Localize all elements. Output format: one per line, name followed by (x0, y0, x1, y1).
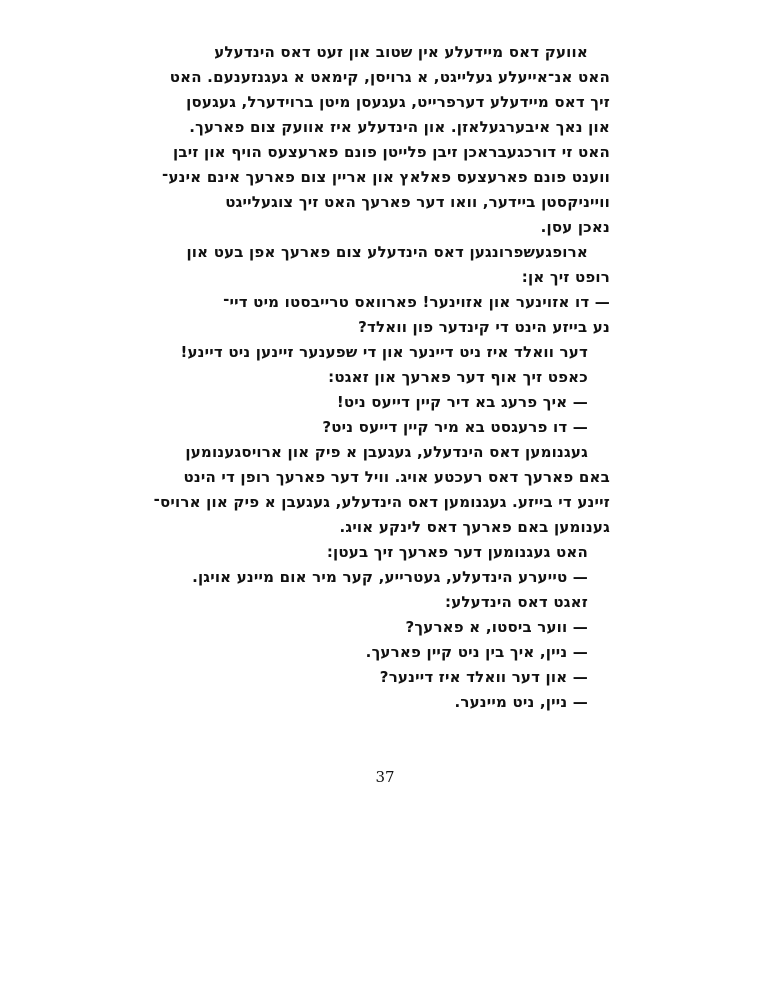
page-number: 37 (375, 768, 395, 786)
text-line: זיך דאס מיידעלע דערפרייט, געגעסן מיטן ברוידערל, געגעסן (186, 93, 610, 111)
text-line: דער וואלד איז ניט דיינער און די שפענער זיינען ניט דיינע! (180, 343, 588, 361)
text-line: האט זי דורכגעבראכן זיבן פלייטן פונם פארעצעס הויף און זיבן (173, 143, 610, 161)
text-line: כאפט זיך אוף דער פארעך און זאגט: (328, 368, 588, 386)
text-line: אוועק דאס מיידעלע אין שטוב און זעט דאס הינדעלע (214, 43, 588, 61)
text-line: גענומען באם פארעך דאס לינקע אויג. (339, 518, 610, 536)
text-line: ארופגעשפרונגען דאס הינדעלע צום פארעך אפן בעט און (186, 243, 588, 261)
text-line: זאגט דאס הינדעלע: (445, 593, 588, 611)
text-line: באם פארעך דאס רעכטע אויג. וויל דער פארעך רופן די הינט (183, 468, 610, 486)
text-line: ווענט פונם פארעצעס פאלאץ און אריין צום פארעך אינם אינע־ (162, 168, 610, 186)
text-line: געגנומען דאס הינדעלע, געגעבן א פיק און ארויסגענומען (185, 443, 588, 461)
text-line: — ניין, איך בין ניט קיין פארעך. (365, 643, 588, 661)
text-line: נע בייזע הינט די קינדער פון וואלד? (358, 318, 610, 336)
text-line: — איך פרעג בא דיר קיין דייעס ניט! (336, 393, 588, 411)
text-line: און נאך איבערגעלאזן. און הינדעלע איז אוועק צום פארעך. (189, 118, 610, 136)
text-line: נאכן עסן. (540, 218, 610, 236)
text-line: — טייערע הינדעלע, געטרייע, קער מיר אום מיינע אויגן. (192, 568, 588, 586)
text-line: האט אנ־אייעלע געלייגט, א גרויסן, קימאט א געגנזענעם. האט (169, 68, 610, 86)
text-line: — דו פרעגסט בא מיר קיין דייעס ניט? (322, 418, 588, 436)
text-line: — ווער ביסטו, א פארעך? (405, 618, 588, 636)
text-line: — און דער וואלד איז דיינער? (379, 668, 588, 686)
text-line: — ניין, ניט מיינער. (454, 693, 588, 711)
body-text (153, 40, 610, 715)
text-line: ווייניקסטן ביידער, וואו דער פארעך האט זיך צוגעלייגט (225, 193, 610, 211)
text-line: רופט זיך אן: (521, 268, 610, 286)
text-line: זיינע די בייזע. געגנומען דאס הינדעלע, געגעבן א פיק און ארויס־ (153, 493, 610, 511)
text-line: האט געגנומען דער פארעך זיך בעטן: (326, 543, 588, 561)
text-line: — דו אזוינער און אזוינער! פארוואס טרייבסטו מיט דיי־ (223, 293, 610, 311)
